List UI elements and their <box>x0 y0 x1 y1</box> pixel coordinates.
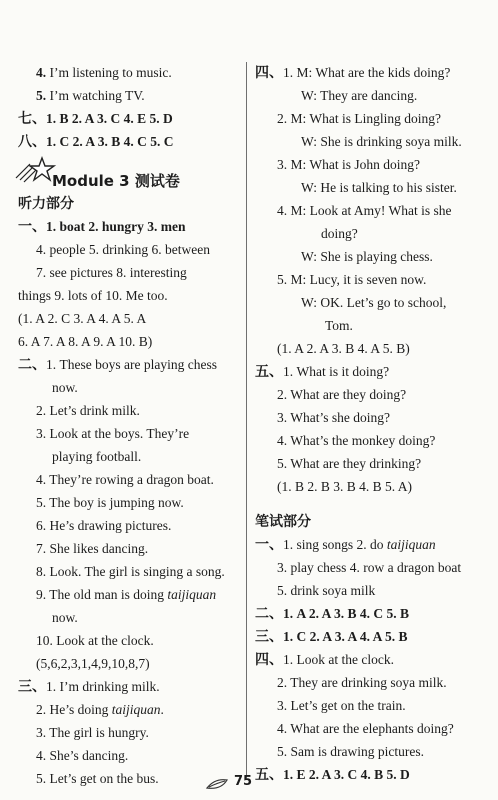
section-label: 三、 <box>18 679 46 695</box>
answer-line: 4. What are the elephants doing? <box>277 721 454 736</box>
answer-line: things 9. lots of 10. Me too. <box>18 288 168 303</box>
answer-line <box>255 628 408 646</box>
answer-line <box>36 87 145 105</box>
answer-text: 1. C 2. A 3. B 4. C 5. C <box>46 134 174 149</box>
answer-line <box>36 64 172 82</box>
answer-line: 7. She likes dancing. <box>36 541 149 556</box>
section-8-answers <box>18 133 174 151</box>
item-number: 5. <box>36 88 47 103</box>
dialogue-line: doing? <box>321 226 358 241</box>
answer-line: 6. He’s drawing pictures. <box>36 518 172 533</box>
answer-line <box>255 651 394 669</box>
column-divider <box>246 62 247 780</box>
italic-term: taijiquan <box>111 702 161 717</box>
dialogue-line: W: She is playing chess. <box>301 249 433 264</box>
answer-line: 10. Look at the clock. <box>36 633 154 648</box>
answer-line: 4. people 5. drinking 6. between <box>36 242 210 257</box>
answer-line: now. <box>52 380 78 395</box>
section-label: 五、 <box>255 364 283 380</box>
answer-text: 1. These boys are playing chess <box>46 357 217 372</box>
answer-text: 9. The old man is doing <box>36 587 168 602</box>
answer-line: 5. What are they drinking? <box>277 456 422 471</box>
answer-line <box>255 363 389 381</box>
answer-line: 3. What’s she doing? <box>277 410 390 425</box>
answer-line <box>255 536 436 554</box>
answer-text: 1. I’m drinking milk. <box>46 679 160 694</box>
answer-text: . <box>160 702 164 717</box>
dialogue-line: W: They are dancing. <box>301 88 418 103</box>
section-7-answers <box>18 110 173 128</box>
dialogue-line <box>255 64 450 82</box>
italic-term: taijiquan <box>386 537 436 552</box>
leaf-ornament-icon <box>205 776 231 792</box>
section-label: 三、 <box>255 629 283 645</box>
answer-line <box>36 586 216 604</box>
answer-text: 1. boat 2. hungry 3. men <box>46 219 186 234</box>
answer-text: I’m listening to music. <box>49 65 172 80</box>
answer-line: 3. The girl is hungry. <box>36 725 149 740</box>
answer-line: 6. A 7. A 8. A 9. A 10. B) <box>18 334 153 349</box>
answer-text: 1. sing songs 2. do <box>283 537 387 552</box>
answer-text: 1. Look at the clock. <box>283 652 394 667</box>
answer-text: 1. What is it doing? <box>283 364 390 379</box>
answer-line: 3. Let’s get on the train. <box>277 698 406 713</box>
answer-line: 5. Sam is drawing pictures. <box>277 744 424 759</box>
dialogue-line: W: He is talking to his sister. <box>301 180 457 195</box>
answer-line: 3. play chess 4. row a dragon boat <box>277 560 462 575</box>
listening-heading: 听力部分 <box>18 196 74 212</box>
answer-line: playing football. <box>52 449 142 464</box>
answer-line <box>18 678 160 696</box>
section-label: 一、 <box>18 219 46 235</box>
answer-line: 4. She’s dancing. <box>36 748 129 763</box>
section-label: 五、 <box>255 767 283 783</box>
answer-line: 8. Look. The girl is singing a song. <box>36 564 225 579</box>
answer-line: 3. Look at the boys. They’re <box>36 426 190 441</box>
answer-line <box>18 356 217 374</box>
answer-line: now. <box>52 610 78 625</box>
answer-line: 5. The boy is jumping now. <box>36 495 184 510</box>
answer-line: 2. They are drinking soya milk. <box>277 675 447 690</box>
answer-text: 1. C 2. A 3. A 4. A 5. B <box>283 629 408 644</box>
dialogue-line: 2. M: What is Lingling doing? <box>277 111 441 126</box>
answer-text: 1. M: What are the kids doing? <box>283 65 451 80</box>
answer-line: (5,6,2,3,1,4,9,10,8,7) <box>36 656 150 671</box>
item-number: 4. <box>36 65 47 80</box>
answer-text: 1. B 2. A 3. C 4. E 5. D <box>46 111 173 126</box>
answer-line: 2. Let’s drink milk. <box>36 403 140 418</box>
answer-text: 1. A 2. A 3. B 4. C 5. B <box>283 606 410 621</box>
dialogue-line: 5. M: Lucy, it is seven now. <box>277 272 427 287</box>
answer-line: 5. Let’s get on the bus. <box>36 771 159 786</box>
answer-text: 2. He’s doing <box>36 702 112 717</box>
section-label: 二、 <box>18 357 46 373</box>
answer-line: (1. A 2. A 3. B 4. A 5. B) <box>277 341 410 356</box>
answer-line <box>18 218 186 236</box>
answer-line: 7. see pictures 8. interesting <box>36 265 187 280</box>
answer-line: 5. drink soya milk <box>277 583 376 598</box>
module-title: Module 3 测试卷 <box>52 172 180 190</box>
answer-line: (1. A 2. C 3. A 4. A 5. A <box>18 311 147 326</box>
dialogue-line: 4. M: Look at Amy! What is she <box>277 203 452 218</box>
dialogue-line: W: OK. Let’s go to school, <box>301 295 447 310</box>
section-label: 八、 <box>18 134 46 150</box>
dialogue-line: Tom. <box>325 318 353 333</box>
section-label: 四、 <box>255 65 283 81</box>
page-number: 75 <box>234 774 253 789</box>
page-footer <box>0 772 498 796</box>
dialogue-line: W: She is drinking soya milk. <box>301 134 462 149</box>
written-heading: 笔试部分 <box>255 514 311 530</box>
answer-line: 4. What’s the monkey doing? <box>277 433 436 448</box>
answer-line: 2. What are they doing? <box>277 387 407 402</box>
answer-line: (1. B 2. B 3. B 4. B 5. A) <box>277 479 413 494</box>
answer-line <box>255 605 409 623</box>
answer-line: 4. They’re rowing a dragon boat. <box>36 472 214 487</box>
section-label: 一、 <box>255 537 283 553</box>
answer-text: 1. E 2. A 3. C 4. B 5. D <box>283 767 410 782</box>
italic-term: taijiquan <box>167 587 217 602</box>
dialogue-line: 3. M: What is John doing? <box>277 157 420 172</box>
section-label: 七、 <box>18 111 46 127</box>
answer-line <box>36 701 164 719</box>
section-label: 四、 <box>255 652 283 668</box>
answer-text: I’m watching TV. <box>49 88 145 103</box>
section-label: 二、 <box>255 606 283 622</box>
